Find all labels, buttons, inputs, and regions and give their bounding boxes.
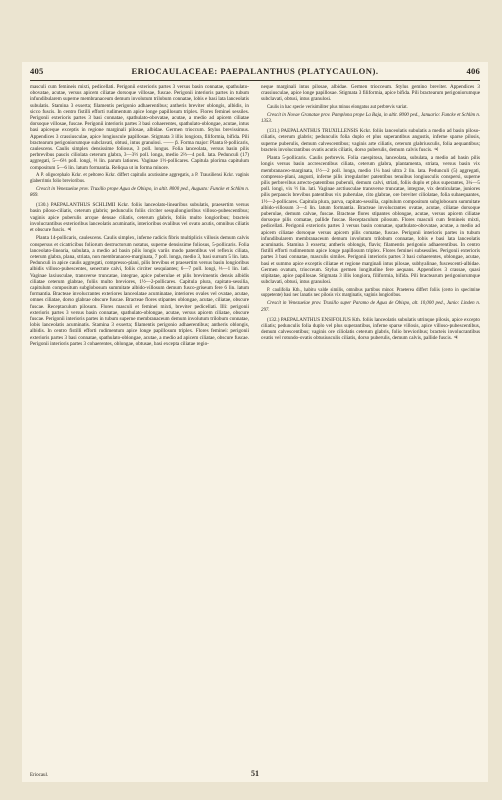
book-page	[22, 62, 488, 782]
left-column-paragraph: A P. oligocephalo Kckr. et peltoreo Kckr. differt capitulis acutissime aggregatis, a P. Trausiliensi Kckr. vaginis glaberrimis folio brevioribus.	[30, 173, 249, 184]
left-column-paragraph: Crescit in Venezuelae prov. Truxillo prope Agua de Obispo, in altit. 8000 ped., Augusto: Funcke et Schlim n. 869.	[30, 186, 249, 199]
page-number-right: 406	[466, 66, 480, 76]
running-title: ERIOCAULACEAE: PAEPALANTHUS (PLATYCAULON).	[131, 66, 379, 76]
right-column	[261, 84, 480, 774]
left-column-paragraph: Planta 14-pollicaris, caulescens. Caulis simplex, inferne radicis fibris multiplicis villosis demum calvis conspersus et cicatricibus foliorum destructorum notatus, superne densissime foliosus, 5-pollicaris. Folia lanceolato-linearia, subulata, a medio ad basin pilis longis variis modo patentibus vel reflexis ciliata, ceterum glabra, plana, striata, non membranaceo-marginata, 7 poll. longa, medio 3, basi sursum 5 lin. lata. Pedunculi in apice caulis aggregati, compresso-plani, pilis brevibus et praesertim versus basin longioribus albidis villoso-pubescentes, senectute calvi, foliis circiter sesquiantes; 6—7 poll. longi, ⅓—1 lin. lati. Vaginae laxiusculae, transverse truncatae, integrae, apice puberulae et pilis brevimentis densis albidis ciliatae ceterum glabrae, foliis multo breviores, 1½—2-pollicares. Capitula plura, capitato-sessilia, capitulum compositum subglobosum summitate albido-villosum demum fusco-griseum fere 6 lin. latum formantia. Bracteae involucrantes exteriores lanceolatae acuminatae, interiores ovales vel ovatae, acutae, omnes ciliatae, dorso glabrae obscure fuscae. Bracteae flores stipantes oblongae, acutae, ciliatae, obscure fuscae. Receptaculum pilosum. Flores masculi et feminei mixti, breviter pedicellati. Illi: perigonii exterioris partes 3 versus basin connatae, spathulato-oblongae, acutae, versus apicem ciliatae, obscure fuscae. Perigonii interioris partes in tubum superne membranaceum demum involutum trilobum connatae, lobis lanceolatis acuminatis. Stamina 3 exserta; filamentis perigonio adhaerentibus; antheris oblongis, albidis. In centro fistilli efforti rudimentum apice longe papillosum triplex. Flores feminei: perigonii exterioris partes 3 basi connatae, spathulato-oblongae, acutae, a medio ad apicem ciliatae, obscure fuscae. Perigonii interioris partes 3 cohaerentes, oblongae, obtusae, basi excepta ciliatae regio-	[30, 235, 249, 347]
header-rule	[30, 80, 480, 81]
running-header	[30, 66, 480, 80]
right-column-paragraph: Planta 5-pollicaris. Caulis perbrevis. Folia caespitosa, lanceolata, subulata, a medio ad basin pilis longis versus basin accrescentibus ciliata, ceterum glabra, plantamenta, striata, versus basin vix membranaceo-marginata, 1½—2 poll. longa, medio 1¼ basi ultra 2 lin. lata. Pedunculi (5) aggregati, compresso-plani, angusti, inferne pilis irregulariter patentibus tenuibus longiusculis conspersi, superne pilis perbrevibus arrecto-patentibus puberuli, demum calvi, striati, foliis duplo et plus superantes, 3¼—5 poll. longi, vix ½ lin. lati. Vaginae arctiusculae transverse truncatae, integrae, vix denticulatae, juniores pilis perpaucis brevibus patentibus vix puberulae, cito glabrae, ore breviter ciliolatae, folia subaequantes, 1½—2-pollicares. Capitula plura, parva, capitato-sessilia, capitulum compositum subglobosum summitate albido-villosum 3—4 lin. latum formantia. Bracteae involucrantes ovatae, acutae, ciliatae dorsoque puberulae, demum calvae, fuscae. Bracteae flores stipantes oblongae, acutae, versus apicem ciliatae dorsoque pilis comatae, pallide fuscae. Receptaculum pilosum. Flores masculi cum femineis mixti, pedicellati. Perigonii exterioris partes 3 versus basin connatae, spathulato-obovatae, acutae, a medio ad apicem ciliatae dorsoque versus apicem pilis comatae, fuscae. Perigonii interioris partes in tubum infundibularem membranaceum demum involutum trilobum connatae, lobis e basi lata lanceolatis acuminatis. Stamina 3 exserta; antheris oblongis, flavis; filamentis perigonio adhaerentibus. In centro fistilli efforti rudimentum apice longe papillosum triplex. Flores feminei subsessiles. Perigonii exterioris partes 3 basi connatae, masculis similes. Perigonii interioris partes 3 basi cohaerentes, oblongae, acutae, basi et summo apice exceptis ciliatae et regione marginali intus pilosae, subhyalinae, fuscescenti-albidae. Germen ovatum, triocceum. Stylus germen longitudine fere aequans. Appendices 3 crassae, quasi stipitatae, apice papillosae. Stigmata 3 illis longiora, filiformia, bifida. Pili bractearum perigoniorumque subclavati, obtusi, intus granulosi.	[261, 155, 480, 286]
right-column-paragraph: Crescit in Venezuelae prov. Truxillo super Paramo de Agua de Obispo, alt. 10,000 ped., Junio: Linden n. 297.	[261, 301, 480, 313]
left-column-paragraph: (130.) PAEPALANTHUS SCHLIMII Kckr. foliis lanceolato-linearibus subulatis, praesertim versus basin piloso-ciliatis, ceterum glabris; pedunculis foliis circiter sesquilongioribus villoso-pubescentibus; vaginis apice puberulis arcque densae ciliatis, ceterum glabris, foliis multo longioribus; bracteis involucrantibus exterioribus lanceolatis acuminatis, interioribus ovalibus vel ovato acutis, omnibus ciliatis et obscure fuscis. ♃	[30, 202, 249, 234]
right-column-paragraph: P. caulifolia Kth., habitu valde similis, omnibus partibus minor. Praeterea differt foliis (certo in specimine suppetente) basi nec lanatis nec pilosis vix marginatis, vaginis longioribus.	[261, 287, 480, 299]
signature-mark: 51	[251, 769, 259, 778]
right-column-paragraph: neque marginali intus pilosae, albidae. Germen triocceum. Stylus gemino breviter. Appendices 3 crassiusculae, apice longe papillosae. Stigmata 3 filiformia, apice bifida. Pili bractearum perigoniorumque subclavati, obtusi, intus granulosi.	[261, 84, 480, 103]
right-column-paragraph: Crescit in Novae Granatae prov. Pamplona prope La Baja, in altit. 8000 ped., Januario: Funcke et Schlim n. 1353.	[261, 112, 480, 124]
left-column	[30, 84, 249, 774]
left-column-paragraph: masculi cum femineis mixti, pedicellati. Perigonii exterioris partes 3 versus basin connatae, spathulato-obovatae, acutae, versus apicem ciliatae dorsoque villosae, fuscae. Perigonii interioris partes in tubum infundibularem superne membranaceum demum involutum trilobum connatae, lobis e basi lata lanceolatis subulatis. Stamina 3 exserta; filamentis perigonio adhaerentibus; antheris breviter oblongis, albidis, in sicco fuscis. In centro fistilli efforti rudimentum apice longe papillosum triplex. Flores feminei sessiles. Perigonii exterioris partes 3 basi connatae, spathulato-obovatae, acutae, a medio ad apicem ciliatae dorsoque villosae, fuscae. Perigonii interioris partes 3 basi cohaerentes, spathulato-oblongae, acutae, intus basi apiceque exceptis in regione marginali pilosae, albidae. Germen trioccum. Stylus brevissimus. Appendices 3 crassiusculae, apice longiuscule papillosae. Stigmata 3 illis longiora, filiformia, bifida. Pili bractearum perigoniorumque subclavati, obtusi, intus granulosi. —— β. Forma major: Planta 8-pollicaris, caulescens. Caulis simplex densissime foliosus, 3 poll. longus. Folia lanceolata, versus basin pilis perbrevibus paucis ciliolata ceterum glabra, 3—3½ poll. longa, medio 2⅔—4 poll. lata. Pedunculi (17) aggregati, 5—6⅓ poll. longi, ⅓ lin. parum latiores. Vaginae 1½-pollicares. Capitula plorima capitulum compositum 5—6 lin. latum formantia. Reliqua ut in forma minore.	[30, 84, 249, 171]
page-number-left: 405	[30, 66, 44, 76]
right-column-paragraph: (131.) PAEPALANTHUS TRUXILLENSIS Kckr. foliis lanceolatis subulatis a medio ad basin piloso-ciliatis, ceterum glabris; pedunculis folia duplo et plus superantibus angustis, inferne sparse pilosis, superne puberulis, demum calvescentibus; vaginis arte ciliatis, ceterum glabriusculis, folia aequantibus; bracteis involucrantibus ovatis acutis ciliatis, dorso puberulis, demum calvis fuscis. ♃	[261, 128, 480, 153]
right-column-paragraph: Caulis in hac specie verisimiliter plus minus elongatus aut perbrevis variat.	[267, 104, 408, 110]
footer-note: Eriocaul.	[30, 773, 49, 778]
right-column-paragraph: (132.) PAEPALANTHUS ENSIFOLIUS Kth. foliis lanceolatis subulatis utrinque pilosis, apice excepto ciliatis; pedunculis folia duplo vel plus superantibus, inferne sparse villosis, apice villoso-pubescentibus, demum calvescentibus; vaginis ore ciliolatis ceterum glabris, folio brevioribus; bracteis involucrantibus ovatis vel rotundo-ovatis obtusiusculis ciliatis, dorso puberulis, demum calvis, pallide fuscis. ♃	[261, 316, 480, 342]
